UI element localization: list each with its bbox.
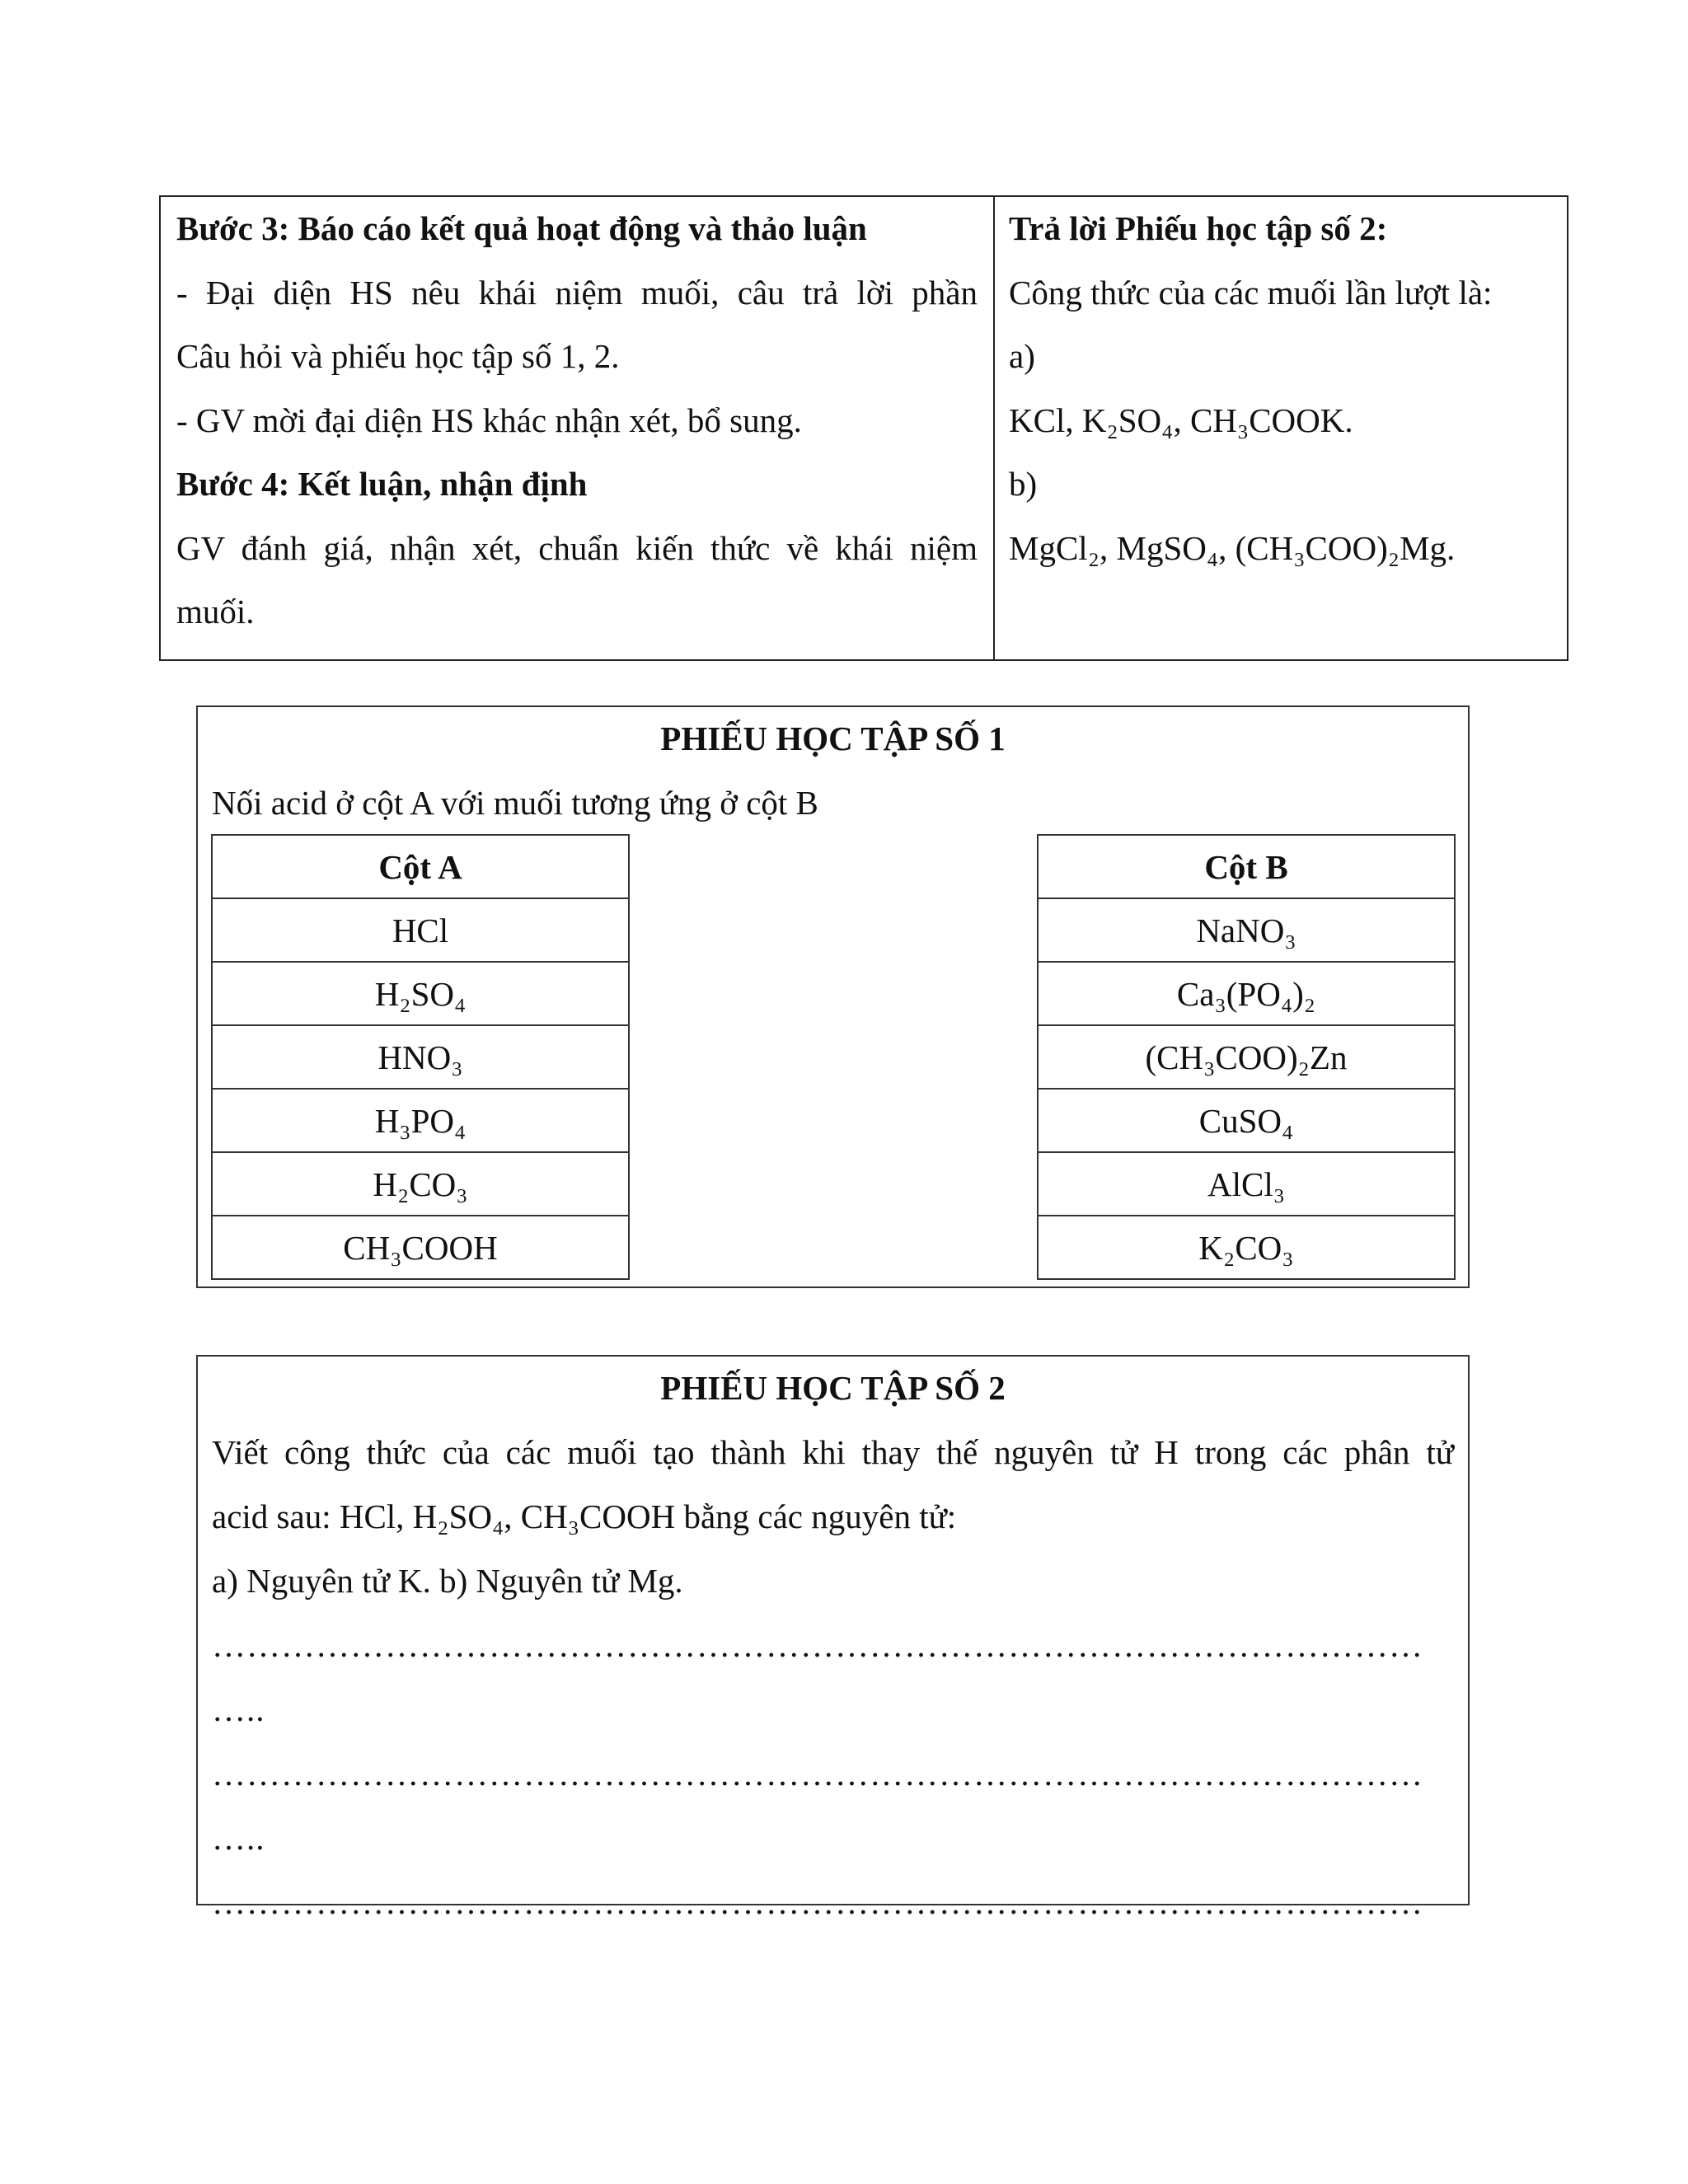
answer-line-5: MgCl₂, MgSO₄, (CH₃COO)₂Mg. <box>1009 528 1456 567</box>
column-b-cell: AlCl₃ <box>1038 1152 1455 1216</box>
column-a-cell: H₃PO₄ <box>212 1089 629 1152</box>
step3-line-3: - GV mời đại diện HS khác nhận xét, bổ sung. <box>176 401 802 439</box>
step3-heading: Bước 3: Báo cáo kết quả hoạt động và thảo luận <box>176 209 867 247</box>
column-b-cell: NaNO₃ <box>1038 898 1455 962</box>
column-b-cell: (CH₃COO)₂Zn <box>1038 1025 1455 1089</box>
column-a-cell: H₂SO₄ <box>212 962 629 1025</box>
worksheet-2-question-line-3: a) Nguyên tử K. b) Nguyên tử Mg. <box>212 1562 683 1600</box>
column-b-cell: CuSO₄ <box>1038 1089 1455 1152</box>
step4-line-1: GV đánh giá, nhận xét, chuẩn kiến thức về khái niệm <box>176 528 978 567</box>
column-a-table <box>211 834 630 1280</box>
answer-blank-line: ….. <box>212 1819 265 1857</box>
column-a-cell: H₂CO₃ <box>212 1152 629 1216</box>
answer-line-2: a) <box>1009 337 1035 375</box>
step4-line-2: muối. <box>176 593 255 630</box>
step3-line-2: Câu hỏi và phiếu học tập số 1, 2. <box>176 337 620 375</box>
worksheet-2 <box>196 1355 1470 1921</box>
column-a-header: Cột A <box>212 835 629 898</box>
worksheet-1-title: PHIẾU HỌC TẬP SỐ 1 <box>660 719 1006 757</box>
step3-line-1: - Đại diện HS nêu khái niệm muối, câu trả lời phần <box>176 273 978 312</box>
worksheet-1-instruction: Nối acid ở cột A với muối tương ứng ở cột B <box>212 784 818 822</box>
worksheet-2-question-line-1: Viết công thức của các muối tạo thành khi thay thế nguyên tử H trong các phân tử <box>212 1433 1454 1471</box>
step4-heading: Bước 4: Kết luận, nhận định <box>176 465 588 503</box>
answer-blank-line: ….. <box>212 1690 265 1728</box>
column-a-cell: HCl <box>212 898 629 962</box>
column-b-cell: Ca₃(PO₄)₂ <box>1038 962 1455 1025</box>
answer-blank-line: …………………………………………………………………………………………… <box>212 1883 1423 1921</box>
teacher-activity-column <box>161 197 995 659</box>
column-a-cell: HNO₃ <box>212 1025 629 1089</box>
column-b-header: Cột B <box>1038 835 1455 898</box>
column-b-table <box>1037 834 1456 1280</box>
answer-line-4: b) <box>1009 465 1038 503</box>
worksheet-1 <box>196 705 1470 1288</box>
answer-line-3: KCl, K₂SO₄, CH₃COOK. <box>1009 401 1353 439</box>
answer-heading: Trả lời Phiếu học tập số 2: <box>1009 209 1388 247</box>
lesson-step-table <box>159 195 1568 661</box>
worksheet-2-question-line-2: acid sau: HCl, H₂SO₄, CH₃COOH bằng các nguyên tử: <box>212 1497 957 1535</box>
answer-blank-line: …………………………………………………………………………………………… <box>212 1626 1423 1664</box>
answer-line-1: Công thức của các muối lần lượt là: <box>1009 273 1493 312</box>
answer-blank-line: …………………………………………………………………………………………… <box>212 1755 1423 1793</box>
answer-column <box>995 197 1567 659</box>
column-b-cell: K₂CO₃ <box>1038 1216 1455 1279</box>
column-a-cell: CH₃COOH <box>212 1216 629 1279</box>
worksheet-2-title: PHIẾU HỌC TẬP SỐ 2 <box>660 1369 1006 1407</box>
